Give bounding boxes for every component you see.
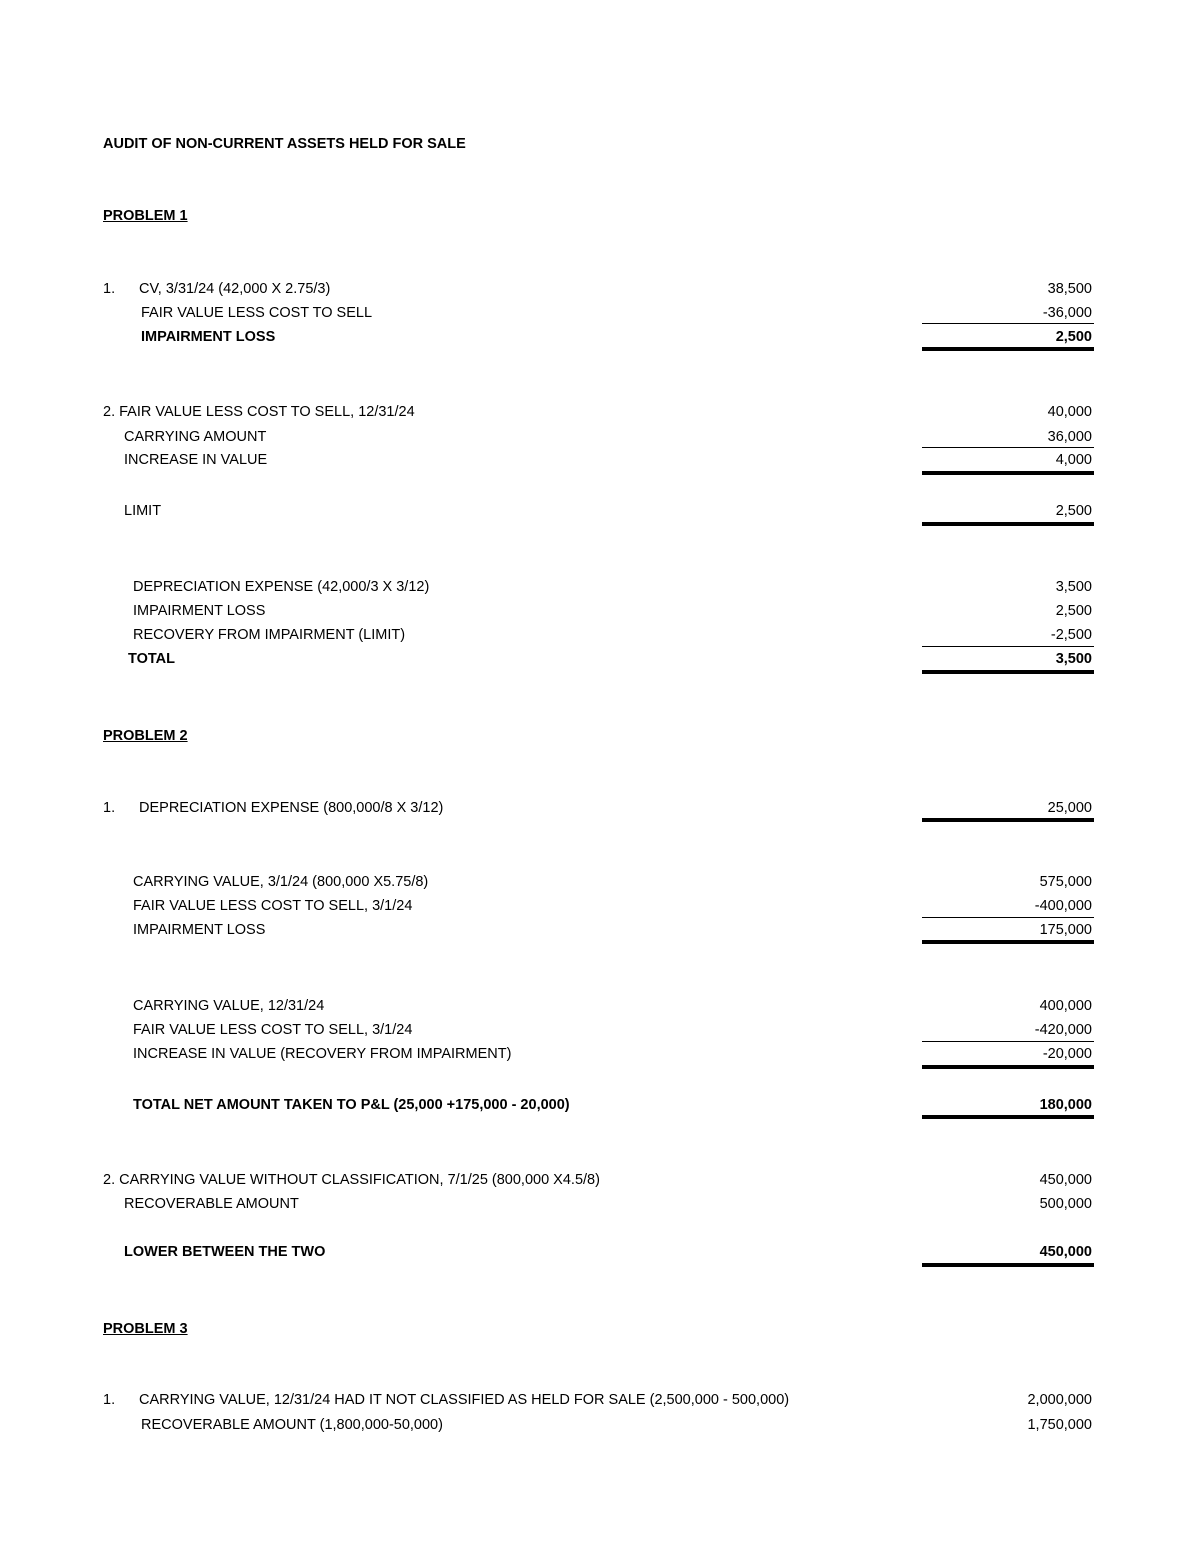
p1-q3-row-value: -2,500 [1050,627,1092,643]
p1-q3-row-value: 2,500 [1055,603,1092,619]
total-rule [922,471,1094,475]
p1-q1-result-label: IMPAIRMENT LOSS [141,329,276,345]
p1-q1-row-value: -36,000 [1042,305,1092,321]
p2-a-row-label: FAIR VALUE LESS COST TO SELL, 3/1/24 [133,898,413,914]
subtotal-rule [922,323,1094,324]
total-rule [922,1115,1094,1119]
p1-q2-row-label: 2. FAIR VALUE LESS COST TO SELL, 12/31/24 [103,404,415,420]
p1-limit-value: 2,500 [1055,503,1092,519]
p2-q1-value: 25,000 [1047,800,1092,816]
p1-q1-number: 1. [103,281,116,297]
p1-q1-row-label: CV, 3/31/24 (42,000 X 2.75/3) [139,281,331,297]
total-rule [922,670,1094,674]
p2-total-label: TOTAL NET AMOUNT TAKEN TO P&L (25,000 +175,000 - 20,000) [133,1097,570,1113]
total-rule [922,818,1094,822]
p2-q1-label: DEPRECIATION EXPENSE (800,000/8 X 3/12) [139,800,444,816]
p1-q2-row-value: 4,000 [1055,452,1092,468]
p1-limit-label: LIMIT [124,503,162,519]
p2-q2-row-value: 500,000 [1039,1196,1092,1212]
p1-q2-row-value: 36,000 [1047,429,1092,445]
problem-2-heading: PROBLEM 2 [103,728,188,744]
p3-q1-row-value: 2,000,000 [1027,1392,1092,1408]
p1-total-value: 3,500 [1055,651,1092,667]
p2-b-row-value: -20,000 [1042,1046,1092,1062]
subtotal-rule [922,917,1094,918]
p1-q3-row-value: 3,500 [1055,579,1092,595]
p1-q2-row-label: INCREASE IN VALUE [124,452,268,468]
p2-q2-row-label: RECOVERABLE AMOUNT [124,1196,299,1212]
document-title: AUDIT OF NON-CURRENT ASSETS HELD FOR SALE [103,136,466,152]
p1-q3-row-label: DEPRECIATION EXPENSE (42,000/3 X 3/12) [133,579,430,595]
p2-q2-row-label: 2. CARRYING VALUE WITHOUT CLASSIFICATION, 7/1/25 (800,000 X4.5/8) [103,1172,600,1188]
p2-lower-label: LOWER BETWEEN THE TWO [124,1244,326,1260]
p2-b-row-value: 400,000 [1039,998,1092,1014]
p1-q1-result-value: 2,500 [1055,329,1092,345]
p3-q1-row-value: 1,750,000 [1027,1417,1092,1433]
p2-q1-number: 1. [103,800,116,816]
p3-q1-row-label: CARRYING VALUE, 12/31/24 HAD IT NOT CLASSIFIED AS HELD FOR SALE (2,500,000 - 500,000) [139,1392,790,1408]
p2-b-row-label: FAIR VALUE LESS COST TO SELL, 3/1/24 [133,1022,413,1038]
p2-b-row-value: -420,000 [1034,1022,1092,1038]
p2-a-row-label: CARRYING VALUE, 3/1/24 (800,000 X5.75/8) [133,874,429,890]
p2-a-row-value: 175,000 [1039,922,1092,938]
p2-total-value: 180,000 [1039,1097,1092,1113]
p1-q3-row-label: RECOVERY FROM IMPAIRMENT (LIMIT) [133,627,406,643]
p1-q2-row-label: CARRYING AMOUNT [124,429,267,445]
subtotal-rule [922,447,1094,448]
p1-q1-row-value: 38,500 [1047,281,1092,297]
total-rule [922,347,1094,351]
p2-a-row-label: IMPAIRMENT LOSS [133,922,266,938]
p2-q2-row-value: 450,000 [1039,1172,1092,1188]
p2-lower-value: 450,000 [1039,1244,1092,1260]
p3-q1-row-label: RECOVERABLE AMOUNT (1,800,000-50,000) [141,1417,443,1433]
p1-total-label: TOTAL [128,651,175,667]
total-rule [922,1065,1094,1069]
p2-b-row-label: INCREASE IN VALUE (RECOVERY FROM IMPAIRMENT) [133,1046,512,1062]
p2-a-row-value: -400,000 [1034,898,1092,914]
p3-q1-number: 1. [103,1392,116,1408]
total-rule [922,940,1094,944]
subtotal-rule [922,1041,1094,1042]
p2-a-row-value: 575,000 [1039,874,1092,890]
p1-q1-row-label: FAIR VALUE LESS COST TO SELL [141,305,373,321]
problem-3-heading: PROBLEM 3 [103,1321,188,1337]
p1-q3-row-label: IMPAIRMENT LOSS [133,603,266,619]
total-rule [922,522,1094,526]
p1-q2-row-value: 40,000 [1047,404,1092,420]
subtotal-rule [922,646,1094,647]
p2-b-row-label: CARRYING VALUE, 12/31/24 [133,998,325,1014]
problem-1-heading: PROBLEM 1 [103,208,188,224]
total-rule [922,1263,1094,1267]
